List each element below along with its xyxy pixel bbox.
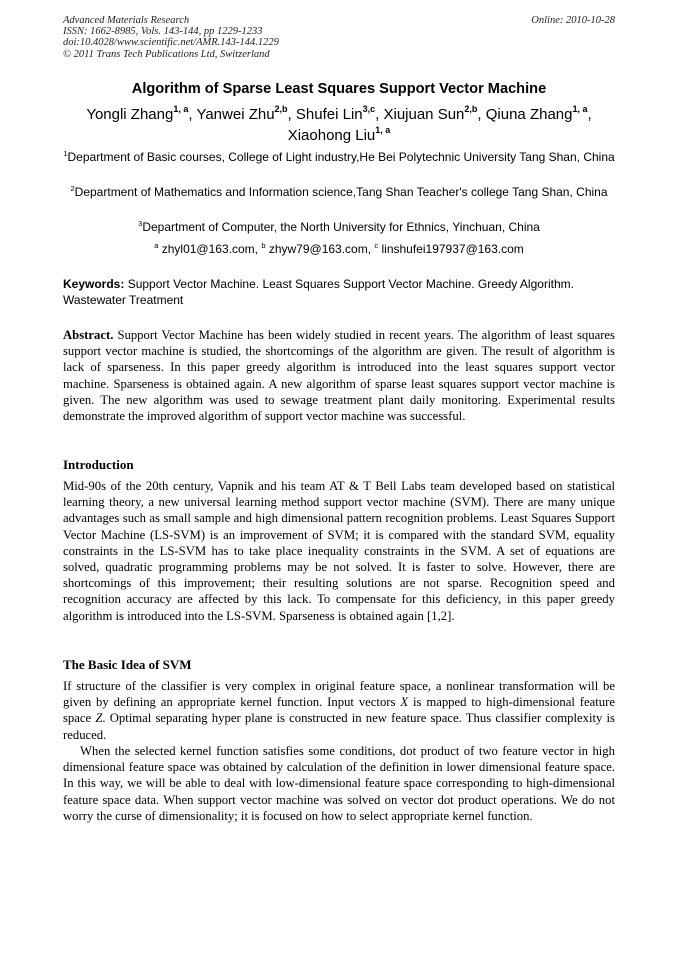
math-variable: Z bbox=[95, 711, 103, 726]
affiliation-mark: 1 bbox=[63, 149, 68, 158]
affiliation-mark: 3 bbox=[138, 219, 143, 228]
introduction-paragraph: Mid-90s of the 20th century, Vapnik and his team AT & T Bell Labs team developed based on statistical learning theory, a new universal learning method support vector machine (SVM). There are many unique advantages such as small sample and high dimensional pattern recognition problems. Least Squares Support Vector Machine (LS-SVM) is an improvement of SVM; it is compared with the standard SVM, equality constraints in the LS-SVM has to take place inequality constraints in the SVM. A set of equations are solved, quadratic programming problems may be not solved. It is faster to solve. However, there are shortcomings of this improvement; their resulting solutions are not sparse. Recognition speed and recognition accuracy are affected by this lack. To compensate for this deficiency, in this paper greedy algorithm is introduced into the LS-SVM. Sparseness is obtained again [1,2]. bbox=[63, 479, 615, 623]
author-separator: , bbox=[587, 106, 592, 123]
paper-title: Algorithm of Sparse Least Squares Support Vector Machine bbox=[131, 81, 547, 97]
author-separator: , bbox=[287, 106, 296, 123]
affiliation-text: Department of Mathematics and Information science,Tang Shan Teacher's college Tang Shan, China bbox=[74, 185, 608, 199]
author-affiliation-mark: 1, a bbox=[375, 125, 391, 135]
author-affiliation-mark: 3,c bbox=[362, 104, 376, 114]
section-heading-introduction: Introduction bbox=[63, 457, 134, 472]
online-date: Online: 2010-10-28 bbox=[531, 15, 615, 26]
affiliation-2 bbox=[63, 184, 615, 201]
abstract-text: Support Vector Machine has been widely studied in recent years. The algorithm of least squares support vector machine is studied, the shortcomings of the algorithm are given. The result of algorithm is lack of sparseness. In this paper greedy algorithm is introduced into the least squares support vector machine. Sparseness is obtained again. A new algorithm of sparse least squares support vector machine is given. The new algorithm was used to sewage treatment plant daily monitoring. Experimental results demonstrate the improved algorithm of support vector machine was successful. bbox=[63, 328, 615, 424]
basic-idea-paragraph-1 bbox=[63, 678, 615, 743]
email-mark: c bbox=[374, 241, 379, 250]
email-mark: a bbox=[154, 241, 159, 250]
author-name: Xiujuan Sun bbox=[383, 106, 465, 123]
paragraph-text: . Optimal separating hyper plane is constructed in new feature space. Thus classifier complexity is reduced. bbox=[63, 711, 615, 742]
email-address[interactable]: zhyl01@163.com, bbox=[161, 242, 258, 256]
author-name: Yanwei Zhu bbox=[196, 106, 275, 123]
keywords-label: Keywords: bbox=[63, 277, 125, 291]
section-heading-basic-idea: The Basic Idea of SVM bbox=[63, 657, 192, 672]
author-separator: , bbox=[477, 106, 486, 123]
author-name: Yongli Zhang bbox=[86, 106, 174, 123]
doi-line: doi:10.4028/www.scientific.net/AMR.143-144.1229 bbox=[63, 37, 279, 49]
email-mark: b bbox=[261, 241, 266, 250]
copyright-line: © 2011 Trans Tech Publications Ltd, Switzerland bbox=[63, 48, 270, 60]
journal-header bbox=[63, 15, 615, 60]
author-affiliation-mark: 2,b bbox=[464, 104, 478, 114]
affiliation-text: Department of Computer, the North University for Ethnics, Yinchuan, China bbox=[142, 220, 540, 234]
author-name: Shufei Lin bbox=[295, 106, 363, 123]
author-affiliation-mark: 1, a bbox=[572, 104, 588, 114]
paragraph-text: If structure of the classifier is very complex in original feature space, a nonlinear transformation will be given by defining an appropriate kernel function. Input vectors bbox=[63, 679, 615, 710]
keywords-block bbox=[63, 276, 615, 308]
author-name: Xiaohong Liu bbox=[287, 127, 376, 144]
paragraph-text: is mapped to high-dimensional feature space bbox=[63, 695, 615, 726]
abstract-block bbox=[63, 327, 615, 424]
journal-name: Advanced Materials Research bbox=[63, 15, 190, 26]
affiliation-text: Department of Basic courses, College of Light industry,He Bei Polytechnic University Tang Shan, China bbox=[67, 150, 615, 164]
email-address[interactable]: zhyw79@163.com, bbox=[268, 242, 372, 256]
author-list bbox=[63, 104, 615, 146]
issn-line: ISSN: 1662-8985, Vols. 143-144, pp 1229-1233 bbox=[63, 26, 263, 38]
author-affiliation-mark: 1, a bbox=[173, 104, 189, 114]
email-address[interactable]: linshufei197937@163.com bbox=[381, 242, 524, 256]
author-affiliation-mark: 2,b bbox=[274, 104, 288, 114]
author-separator: , bbox=[375, 106, 384, 123]
author-name: Qiuna Zhang bbox=[485, 106, 573, 123]
keywords-text: Support Vector Machine. Least Squares Support Vector Machine. Greedy Algorithm. Wastewater Treatment bbox=[63, 277, 574, 307]
affiliation-1 bbox=[63, 149, 615, 166]
abstract-label: Abstract. bbox=[63, 328, 114, 342]
email-list bbox=[63, 241, 615, 258]
affiliation-mark: 2 bbox=[70, 184, 75, 193]
affiliation-3 bbox=[63, 219, 615, 236]
author-separator: , bbox=[188, 106, 197, 123]
math-variable: X bbox=[400, 695, 409, 710]
basic-idea-paragraph-2: When the selected kernel function satisfies some conditions, dot product of two feature vector in high dimensional feature space was obtained by calculation of the definition in lower dimensional feature space. In this way, we will be able to deal with low-dimensional feature space corresponding to high-dimensional feature space data. When support vector machine was solved on vector dot product operations. We do not worry the curse of dimensionality; it is focused on how to select appropriate kernel function. bbox=[63, 744, 615, 823]
